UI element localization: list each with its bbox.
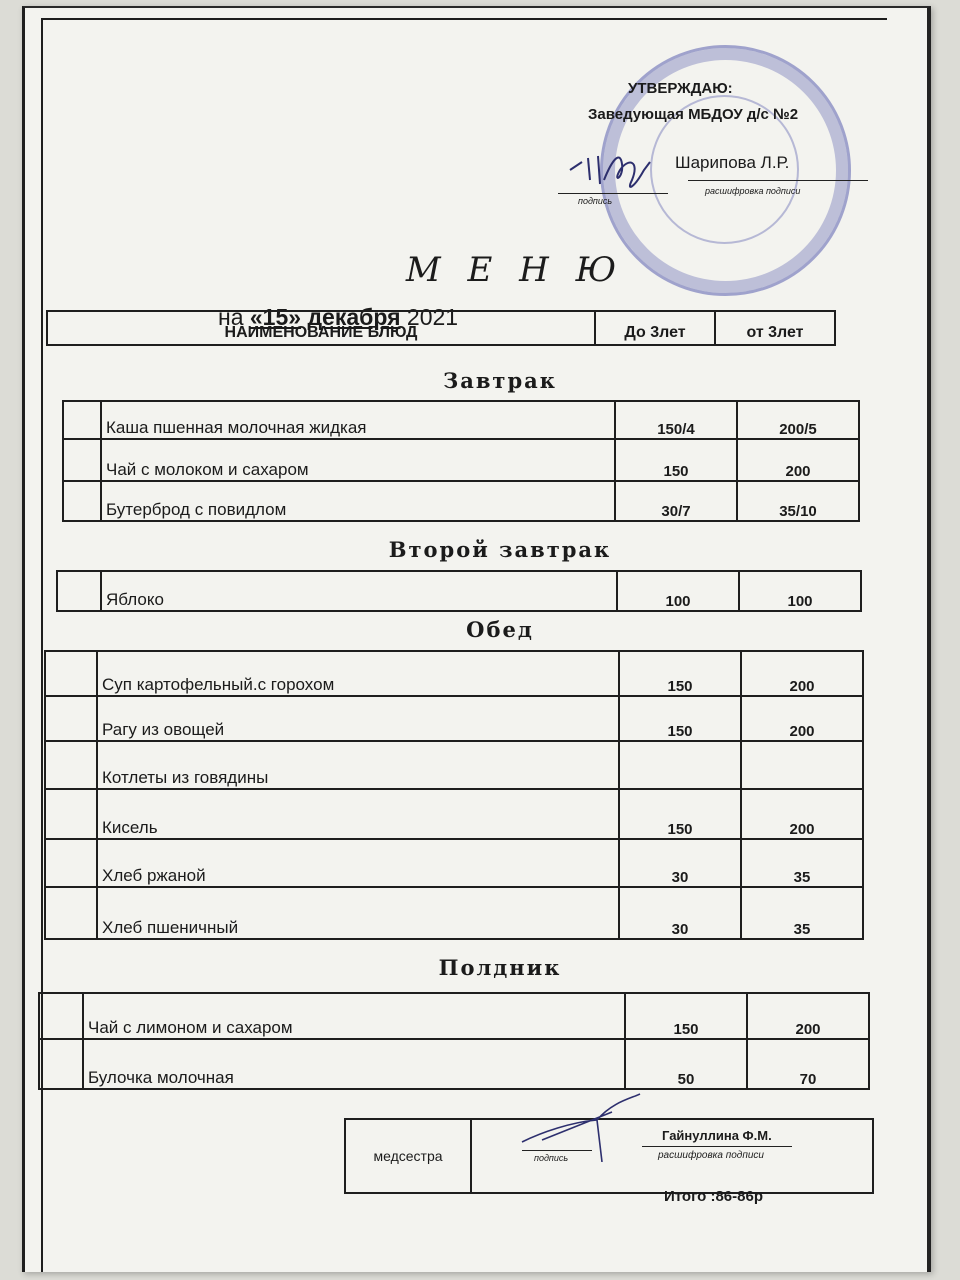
dish-name: Суп картофельный.с горохом bbox=[97, 651, 619, 696]
portion-under3: 150 bbox=[619, 651, 741, 696]
portion-over3: 70 bbox=[747, 1039, 869, 1089]
director-name: Шарипова Л.Р. bbox=[675, 153, 790, 172]
row-num bbox=[45, 887, 97, 939]
portion-over3 bbox=[741, 741, 863, 789]
portion-over3: 35/10 bbox=[737, 481, 859, 521]
portion-over3: 100 bbox=[739, 571, 861, 611]
director-signature bbox=[560, 140, 670, 200]
date-month: декабря bbox=[307, 304, 401, 330]
dish-name: Хлеб ржаной bbox=[97, 839, 619, 887]
approval-title: УТВЕРЖДАЮ: bbox=[628, 80, 733, 97]
section-table-snack bbox=[38, 992, 870, 1090]
nurse-sign-line bbox=[522, 1150, 592, 1151]
portion-over3: 200 bbox=[747, 993, 869, 1039]
section-table-breakfast bbox=[62, 400, 860, 522]
header-name: НАИМЕНОВАНИЕ БЛЮД bbox=[47, 311, 595, 345]
portion-under3: 30 bbox=[619, 839, 741, 887]
nurse-signature bbox=[502, 1092, 642, 1162]
portion-under3: 150 bbox=[619, 696, 741, 741]
dish-name: Рагу из овощей bbox=[97, 696, 619, 741]
nurse-role: медсестра bbox=[345, 1119, 471, 1193]
dish-name: Хлеб пшеничный bbox=[97, 887, 619, 939]
portion-under3 bbox=[619, 741, 741, 789]
nurse-name: Гайнуллина Ф.М. bbox=[662, 1128, 772, 1143]
portion-under3: 50 bbox=[625, 1039, 747, 1089]
nurse-sign-block bbox=[344, 1118, 874, 1194]
dish-name: Кисель bbox=[97, 789, 619, 839]
date-prefix: на bbox=[218, 304, 244, 330]
portion-over3: 200/5 bbox=[737, 401, 859, 439]
portion-under3: 150 bbox=[619, 789, 741, 839]
portion-under3: 30/7 bbox=[615, 481, 737, 521]
row-num bbox=[39, 993, 83, 1039]
row-num bbox=[45, 839, 97, 887]
row-num bbox=[39, 1039, 83, 1089]
portion-under3: 100 bbox=[617, 571, 739, 611]
portion-under3: 150 bbox=[625, 993, 747, 1039]
decode-caption: расшифровка подписи bbox=[705, 186, 801, 196]
section-title: Второй завтрак bbox=[388, 537, 612, 562]
menu-title: М Е Н Ю bbox=[405, 250, 625, 290]
nurse-decode-caption: расшифровка подписи bbox=[658, 1150, 764, 1161]
dish-name: Каша пшенная молочная жидкая bbox=[101, 401, 615, 439]
menu-header bbox=[46, 310, 836, 346]
nurse-sign-cell bbox=[471, 1119, 873, 1193]
nurse-decode-line bbox=[642, 1146, 792, 1147]
approval-position: Заведующая МБДОУ д/с №2 bbox=[588, 106, 799, 123]
row-num bbox=[63, 401, 101, 439]
portion-over3: 200 bbox=[741, 789, 863, 839]
section-table-lunch bbox=[44, 650, 864, 940]
date-day: «15» bbox=[249, 304, 302, 330]
section-table-second-breakfast bbox=[56, 570, 862, 612]
portion-over3: 200 bbox=[741, 696, 863, 741]
portion-over3: 35 bbox=[741, 887, 863, 939]
row-num bbox=[57, 571, 101, 611]
portion-under3: 30 bbox=[619, 887, 741, 939]
portion-over3: 35 bbox=[741, 839, 863, 887]
sign-line bbox=[558, 193, 668, 194]
dish-name: Яблоко bbox=[101, 571, 617, 611]
header-under3: До 3лет bbox=[595, 311, 715, 345]
header-over3: от 3лет bbox=[715, 311, 835, 345]
section-title: Полдник bbox=[438, 955, 562, 980]
row-num bbox=[45, 651, 97, 696]
row-num bbox=[45, 696, 97, 741]
total-price: Итого :86-86р bbox=[664, 1188, 763, 1205]
row-num bbox=[63, 481, 101, 521]
section-title: Завтрак bbox=[443, 368, 557, 393]
row-num bbox=[63, 439, 101, 481]
dish-name: Булочка молочная bbox=[83, 1039, 625, 1089]
date-year: 2021 bbox=[406, 304, 459, 330]
portion-under3: 150 bbox=[615, 439, 737, 481]
decode-line bbox=[688, 180, 868, 181]
dish-name: Чай с молоком и сахаром bbox=[101, 439, 615, 481]
section-title: Обед bbox=[466, 617, 534, 642]
dish-name: Котлеты из говядины bbox=[97, 741, 619, 789]
nurse-sign-caption: подпись bbox=[534, 1153, 569, 1163]
portion-under3: 150/4 bbox=[615, 401, 737, 439]
portion-over3: 200 bbox=[737, 439, 859, 481]
dish-name: Бутерброд с повидлом bbox=[101, 481, 615, 521]
row-num bbox=[45, 741, 97, 789]
portion-over3: 200 bbox=[741, 651, 863, 696]
sign-caption: подпись bbox=[578, 196, 613, 206]
row-num bbox=[45, 789, 97, 839]
dish-name: Чай с лимоном и сахаром bbox=[83, 993, 625, 1039]
